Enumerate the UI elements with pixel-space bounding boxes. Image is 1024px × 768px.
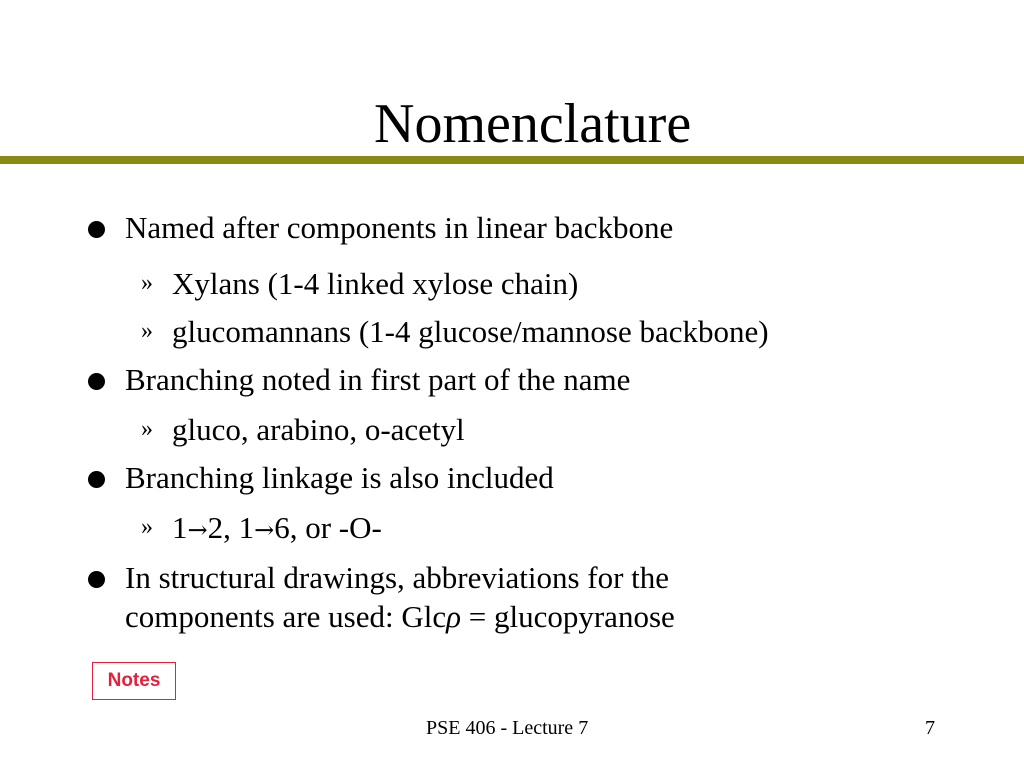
sub-bullet-item: [141, 508, 382, 550]
sub-bullet-marker: »: [141, 318, 153, 344]
bullet-text: Named after components in linear backbone: [125, 210, 674, 245]
bullet-item: [125, 558, 669, 597]
sub-bullet-text: gluco, arabino, o-acetyl: [172, 412, 465, 447]
bullet-item: [125, 360, 630, 399]
rho-symbol: ρ: [446, 599, 461, 634]
bullet-text: = glucopyranose: [461, 599, 675, 634]
right-arrow-icon: →: [187, 516, 208, 544]
sub-bullet-text: Xylans (1-4 linked xylose chain): [172, 266, 579, 301]
footer-course: PSE 406 - Lecture 7: [426, 717, 589, 739]
bullet-text: components are used: Glc: [125, 599, 447, 634]
sub-bullet-text: [172, 510, 382, 545]
notes-button[interactable]: Notes: [92, 662, 176, 700]
bullet-dot-icon: [88, 373, 105, 390]
bullet-text: In structural drawings, abbreviations for the: [125, 560, 670, 595]
sub-bullet-item: [141, 264, 579, 303]
bullet-dot-icon: [88, 221, 105, 238]
bullet-item: [125, 208, 673, 247]
bullet-dot-icon: [88, 471, 105, 488]
bullet-text: Branching linkage is also included: [125, 460, 554, 495]
bullet-continuation: [125, 597, 675, 636]
sub-bullet-item: [141, 312, 769, 351]
right-arrow-icon: →: [254, 516, 275, 544]
sub-bullet-marker: »: [141, 416, 153, 442]
sub-bullet-item: [141, 410, 465, 449]
linkage-number: 2, 1: [207, 510, 255, 545]
linkage-number: 1: [172, 510, 188, 545]
sub-bullet-marker: »: [141, 514, 153, 540]
bullet-text: Branching noted in first part of the name: [125, 362, 631, 397]
page-number: 7: [925, 717, 935, 739]
sub-bullet-text: glucomannans (1-4 glucose/mannose backbone): [172, 314, 769, 349]
linkage-number: 6, or -O-: [274, 510, 382, 545]
title-rule: [0, 156, 1024, 164]
sub-bullet-marker: »: [141, 270, 153, 296]
bullet-dot-icon: [88, 571, 105, 588]
bullet-item: [125, 458, 554, 497]
slide-title: Nomenclature: [374, 93, 692, 155]
